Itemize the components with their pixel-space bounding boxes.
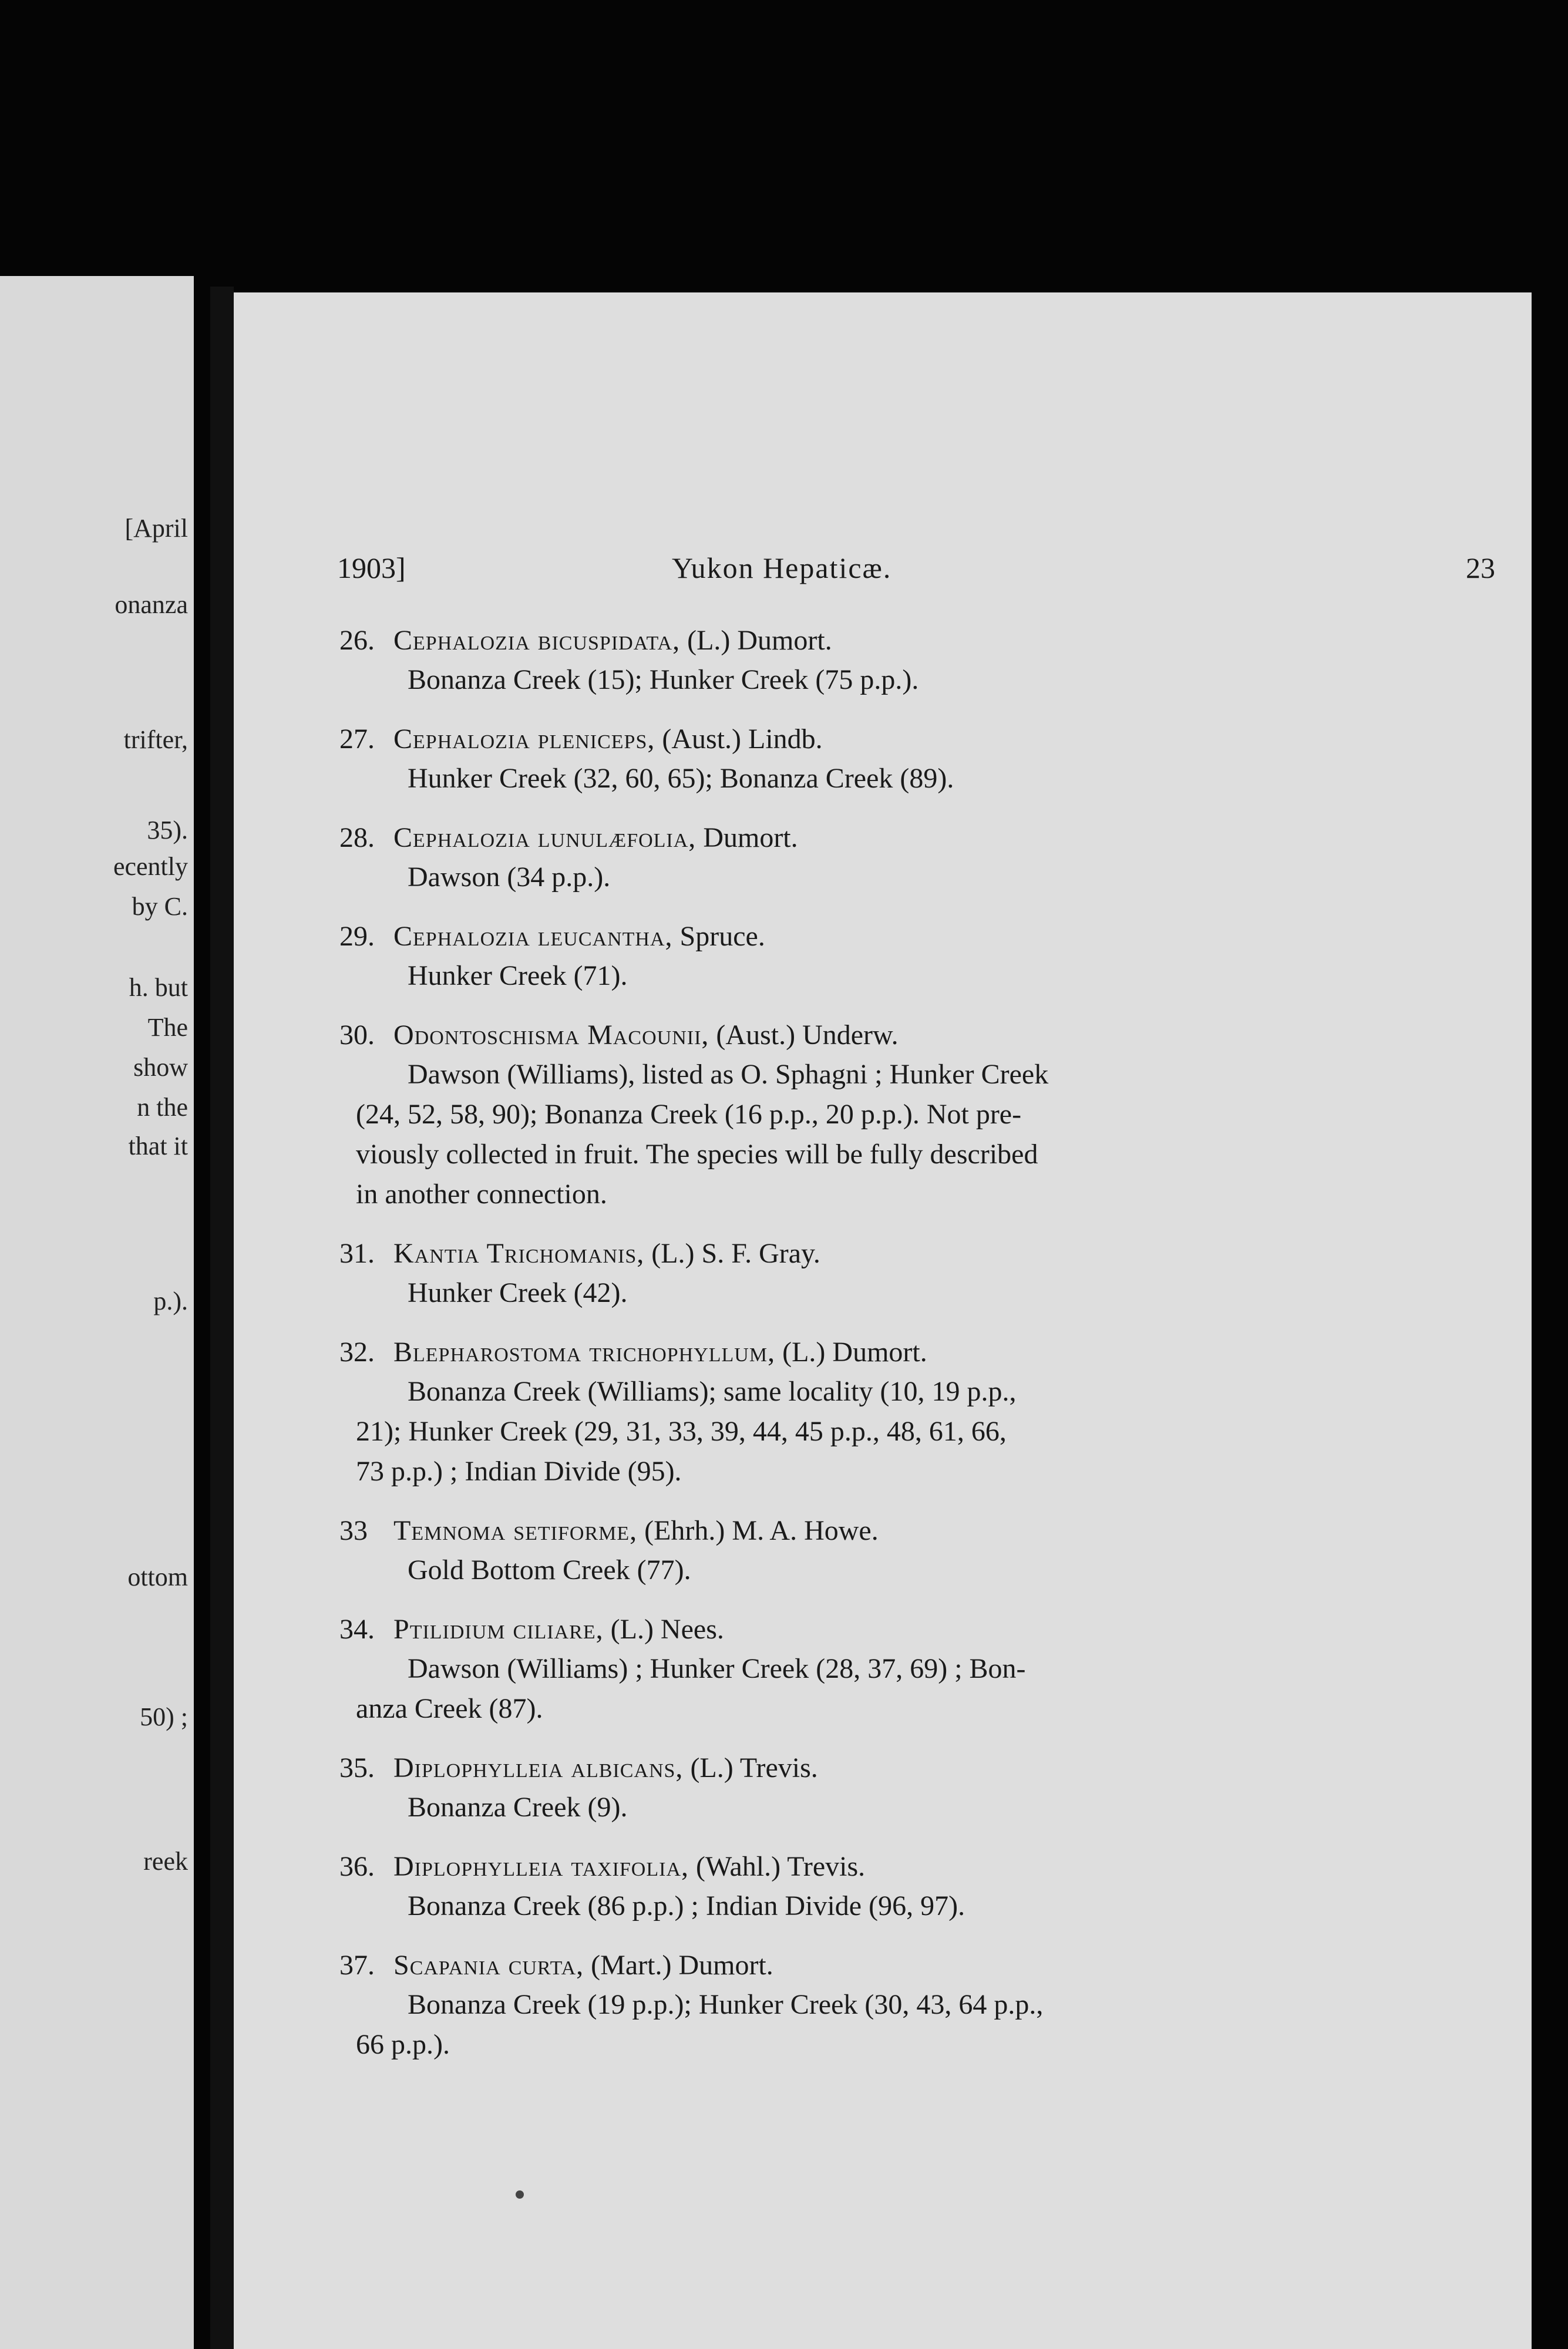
species-author: (Aust.) Underw. bbox=[716, 1019, 899, 1051]
entry-number: 33 bbox=[339, 1515, 368, 1546]
locality-line: (24, 52, 58, 90); Bonanza Creek (16 p.p., 20 p.p.). Not pre- bbox=[356, 1099, 1022, 1130]
facing-page-text: p.). bbox=[153, 1287, 188, 1315]
species-author: (L.) Nees. bbox=[610, 1614, 724, 1645]
species-name: Odontoschisma Macounii, bbox=[393, 1019, 709, 1051]
facing-page-text: 35). bbox=[147, 816, 188, 844]
species-name: Blepharostoma trichophyllum, bbox=[393, 1337, 776, 1368]
entry-heading bbox=[339, 917, 1397, 956]
locality-line: Bonanza Creek (9). bbox=[408, 1792, 628, 1823]
header-year: 1903] bbox=[337, 551, 406, 584]
running-header bbox=[337, 551, 1495, 586]
entry-number: 27. bbox=[339, 723, 375, 755]
locality-line: Bonanza Creek (Williams); same locality (10, 19 p.p., bbox=[408, 1376, 1017, 1407]
entry-heading bbox=[339, 1234, 1397, 1273]
facing-page-text: h. but bbox=[129, 973, 188, 1002]
species-name: Cephalozia lunulæfolia, bbox=[393, 822, 696, 853]
species-author: (L.) Dumort. bbox=[687, 625, 832, 656]
locality-line: 66 p.p.). bbox=[356, 2029, 450, 2060]
locality-line: Hunker Creek (42). bbox=[408, 1277, 628, 1308]
species-entry bbox=[339, 819, 1397, 897]
locality-line: Hunker Creek (71). bbox=[408, 960, 628, 991]
species-list bbox=[339, 621, 1397, 2085]
species-author: (Mart.) Dumort. bbox=[591, 1950, 773, 1981]
species-author: (Aust.) Lindb. bbox=[662, 723, 823, 755]
facing-page-text: ottom bbox=[127, 1563, 188, 1591]
book-spine bbox=[210, 287, 234, 2349]
locality-line: 73 p.p.) ; Indian Divide (95). bbox=[356, 1456, 682, 1487]
species-author: (Wahl.) Trevis. bbox=[696, 1851, 866, 1882]
entry-number: 32. bbox=[339, 1337, 375, 1368]
species-entry bbox=[339, 917, 1397, 996]
species-author: Spruce. bbox=[679, 921, 765, 952]
species-author: Dumort. bbox=[703, 822, 798, 853]
locality-line: Bonanza Creek (86 p.p.) ; Indian Divide (96, 97). bbox=[408, 1890, 965, 1921]
facing-page-text: ecently bbox=[113, 852, 188, 881]
species-name: Diplophylleia taxifolia, bbox=[393, 1851, 689, 1882]
species-name: Kantia Trichomanis, bbox=[393, 1238, 645, 1269]
species-author: (L.) S. F. Gray. bbox=[651, 1238, 820, 1269]
entry-heading bbox=[339, 819, 1397, 857]
locality-line: Gold Bottom Creek (77). bbox=[408, 1554, 691, 1586]
facing-page-text: The bbox=[147, 1013, 188, 1042]
header-title: Yukon Hepaticæ. bbox=[672, 551, 892, 584]
entry-number: 28. bbox=[339, 822, 375, 853]
species-name: Cephalozia leucantha, bbox=[393, 921, 673, 952]
species-entry bbox=[339, 1016, 1397, 1214]
facing-page-text: onanza bbox=[115, 590, 188, 619]
entry-heading bbox=[339, 1016, 1397, 1055]
facing-page-text: show bbox=[133, 1053, 188, 1082]
species-name: Scapania curta, bbox=[393, 1950, 584, 1981]
entry-heading bbox=[339, 1333, 1397, 1372]
entry-number: 36. bbox=[339, 1851, 375, 1882]
species-entry bbox=[339, 1610, 1397, 1729]
entry-heading bbox=[339, 1610, 1397, 1649]
facing-page-text: n the bbox=[137, 1093, 188, 1122]
entry-heading bbox=[339, 1749, 1397, 1788]
species-author: (L.) Dumort. bbox=[782, 1337, 927, 1368]
locality-line: Dawson (Williams), listed as O. Sphagni ; Hunker Creek bbox=[408, 1059, 1049, 1090]
facing-page-text: reek bbox=[143, 1847, 188, 1876]
locality-line: viously collected in fruit. The species will be fully described bbox=[356, 1139, 1038, 1170]
locality-line: Bonanza Creek (15); Hunker Creek (75 p.p.). bbox=[408, 664, 919, 695]
locality-line: anza Creek (87). bbox=[356, 1693, 543, 1724]
species-author: (Ehrh.) M. A. Howe. bbox=[644, 1515, 879, 1546]
entry-number: 35. bbox=[339, 1752, 375, 1783]
species-entry bbox=[339, 1847, 1397, 1926]
species-name: Cephalozia bicuspidata, bbox=[393, 625, 681, 656]
locality-line: 21); Hunker Creek (29, 31, 33, 39, 44, 45 p.p., 48, 61, 66, bbox=[356, 1416, 1007, 1447]
species-entry bbox=[339, 1333, 1397, 1492]
locality-line: in another connection. bbox=[356, 1179, 607, 1210]
facing-page-text: by C. bbox=[132, 892, 188, 921]
facing-page-text: trifter, bbox=[123, 725, 188, 754]
locality-line: Bonanza Creek (19 p.p.); Hunker Creek (30, 43, 64 p.p., bbox=[408, 1989, 1044, 2020]
locality-line: Hunker Creek (32, 60, 65); Bonanza Creek (89). bbox=[408, 763, 954, 794]
species-entry bbox=[339, 720, 1397, 799]
page-speck bbox=[516, 2190, 524, 2199]
facing-page-fragment bbox=[0, 276, 194, 2349]
document-page bbox=[234, 292, 1532, 2349]
species-entry bbox=[339, 1749, 1397, 1828]
entry-heading bbox=[339, 720, 1397, 759]
locality-line: Dawson (34 p.p.). bbox=[408, 861, 611, 893]
species-entry bbox=[339, 621, 1397, 700]
species-name: Cephalozia pleniceps, bbox=[393, 723, 655, 755]
entry-heading bbox=[339, 1946, 1397, 1985]
entry-heading bbox=[339, 1847, 1397, 1886]
facing-page-text: that it bbox=[128, 1132, 188, 1160]
entry-heading bbox=[339, 1512, 1397, 1550]
facing-page-text: 50) ; bbox=[140, 1702, 188, 1731]
species-entry bbox=[339, 1234, 1397, 1313]
entry-number: 37. bbox=[339, 1950, 375, 1981]
species-author: (L.) Trevis. bbox=[690, 1752, 818, 1783]
page-number: 23 bbox=[1466, 551, 1495, 584]
species-name: Temnoma setiforme, bbox=[393, 1515, 638, 1546]
species-entry bbox=[339, 1946, 1397, 2065]
entry-number: 31. bbox=[339, 1238, 375, 1269]
locality-line: Dawson (Williams) ; Hunker Creek (28, 37, 69) ; Bon- bbox=[408, 1653, 1026, 1684]
entry-number: 30. bbox=[339, 1019, 375, 1051]
entry-number: 29. bbox=[339, 921, 375, 952]
entry-heading bbox=[339, 621, 1397, 660]
species-name: Diplophylleia albicans, bbox=[393, 1752, 684, 1783]
species-entry bbox=[339, 1512, 1397, 1590]
entry-number: 26. bbox=[339, 625, 375, 656]
species-name: Ptilidium ciliare, bbox=[393, 1614, 604, 1645]
facing-page-text: [April bbox=[125, 514, 188, 543]
entry-number: 34. bbox=[339, 1614, 375, 1645]
